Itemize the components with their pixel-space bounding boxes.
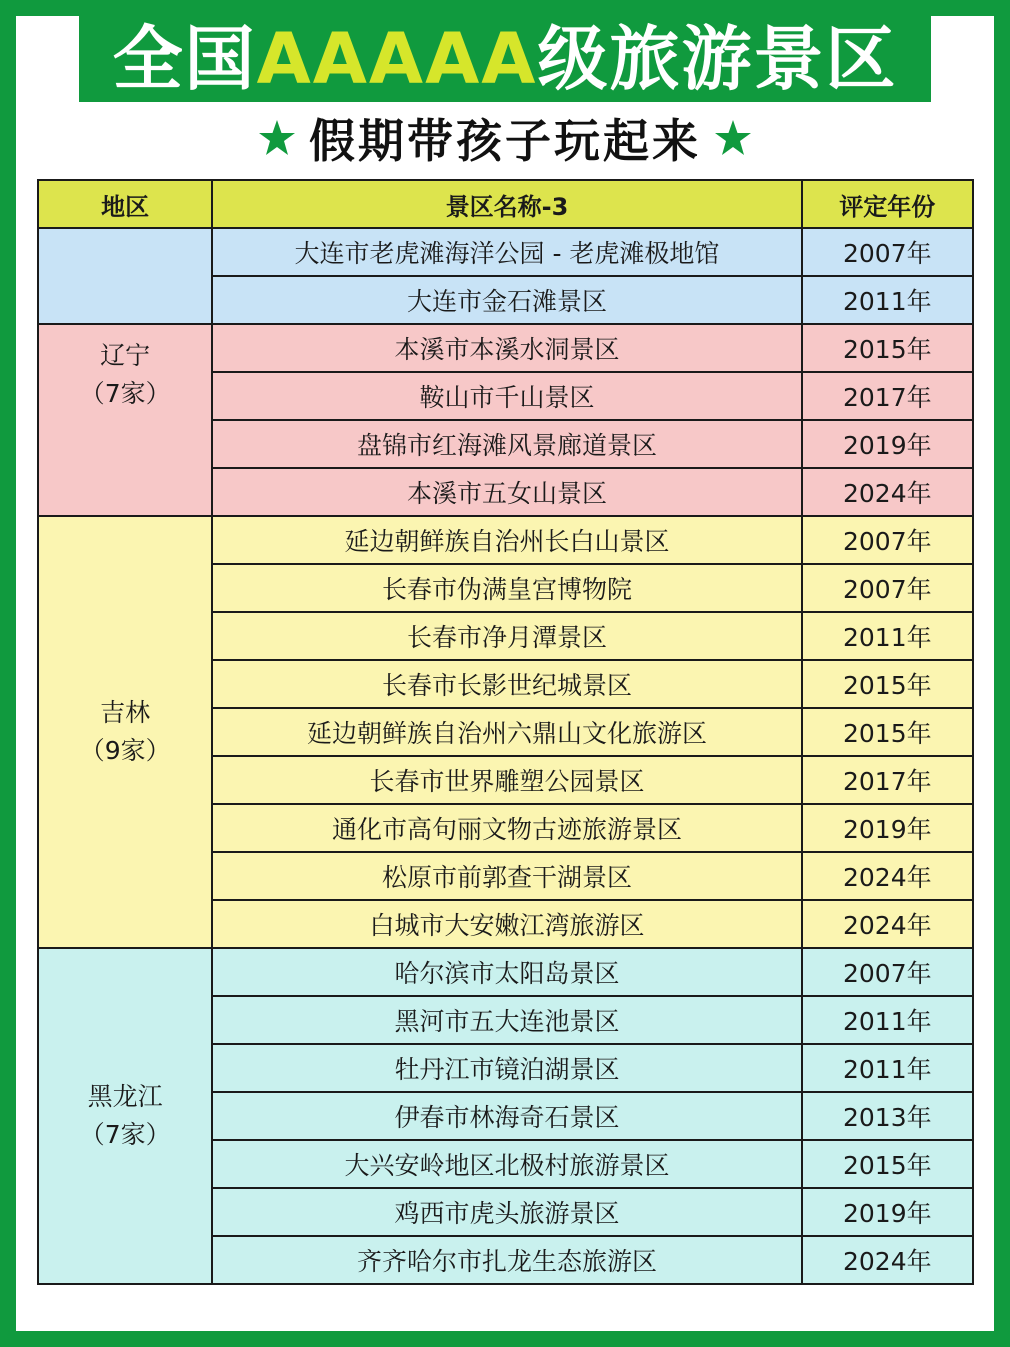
- column-header-year: 评定年份: [802, 180, 973, 228]
- title-highlight: AAAAA: [256, 18, 538, 100]
- scenic-name: 大连市金石滩景区: [212, 276, 801, 324]
- scenic-name: 本溪市本溪水洞景区: [212, 324, 801, 372]
- region-name: 黑龙江: [87, 1082, 163, 1111]
- scenic-name: 延边朝鲜族自治州长白山景区: [212, 516, 801, 564]
- region-count: （7家）: [79, 1120, 171, 1149]
- rating-year: 2011年: [802, 612, 973, 660]
- star-icon: [713, 118, 753, 158]
- scenic-name: 松原市前郭查干湖景区: [212, 852, 801, 900]
- table-row: [38, 324, 973, 372]
- rating-year: 2019年: [802, 420, 973, 468]
- scenic-name: 大兴安岭地区北极村旅游景区: [212, 1140, 801, 1188]
- region-cell-jilin: [38, 516, 212, 948]
- rating-year: 2007年: [802, 516, 973, 564]
- rating-year: 2015年: [802, 660, 973, 708]
- rating-year: 2024年: [802, 900, 973, 948]
- rating-year: 2011年: [802, 276, 973, 324]
- scenic-name: 长春市净月潭景区: [212, 612, 801, 660]
- rating-year: 2007年: [802, 948, 973, 996]
- page-title: [112, 18, 898, 100]
- scenic-name: 大连市老虎滩海洋公园 - 老虎滩极地馆: [212, 228, 801, 276]
- region-count: （7家）: [79, 379, 171, 408]
- region-count: （9家）: [79, 736, 171, 765]
- rating-year: 2017年: [802, 372, 973, 420]
- table-row: [38, 516, 973, 564]
- column-header-region: 地区: [38, 180, 212, 228]
- region-cell-liaoning-top: [38, 228, 212, 324]
- scenic-name: 盘锦市红海滩风景廊道景区: [212, 420, 801, 468]
- column-header-name: 景区名称-3: [212, 180, 801, 228]
- rating-year: 2015年: [802, 1140, 973, 1188]
- scenic-name: 鸡西市虎头旅游景区: [212, 1188, 801, 1236]
- scenic-name: 长春市长影世纪城景区: [212, 660, 801, 708]
- rating-year: 2019年: [802, 804, 973, 852]
- scenic-area-table: [37, 179, 974, 1285]
- subtitle-row: [16, 108, 994, 168]
- rating-year: 2019年: [802, 1188, 973, 1236]
- rating-year: 2015年: [802, 708, 973, 756]
- title-prefix: 全国: [112, 18, 257, 100]
- region-cell-liaoning: [38, 324, 212, 516]
- scenic-name: 长春市伪满皇宫博物院: [212, 564, 801, 612]
- scenic-name: 长春市世界雕塑公园景区: [212, 756, 801, 804]
- table-row: [38, 228, 973, 276]
- scenic-name: 本溪市五女山景区: [212, 468, 801, 516]
- rating-year: 2024年: [802, 468, 973, 516]
- scenic-name: 牡丹江市镜泊湖景区: [212, 1044, 801, 1092]
- title-suffix: 级旅游景区: [537, 18, 898, 100]
- table-header-row: [38, 180, 973, 228]
- region-cell-heilongjiang: [38, 948, 212, 1284]
- scenic-name: 白城市大安嫩江湾旅游区: [212, 900, 801, 948]
- rating-year: 2015年: [802, 324, 973, 372]
- scenic-name: 延边朝鲜族自治州六鼎山文化旅游区: [212, 708, 801, 756]
- region-name: 辽宁: [100, 341, 151, 370]
- rating-year: 2007年: [802, 564, 973, 612]
- subtitle: 假期带孩子玩起来: [309, 114, 701, 168]
- poster: [16, 16, 994, 1331]
- table-row: [38, 948, 973, 996]
- scenic-name: 齐齐哈尔市扎龙生态旅游区: [212, 1236, 801, 1284]
- rating-year: 2024年: [802, 852, 973, 900]
- rating-year: 2011年: [802, 996, 973, 1044]
- region-name: 吉林: [100, 698, 151, 727]
- scenic-name: 伊春市林海奇石景区: [212, 1092, 801, 1140]
- rating-year: 2007年: [802, 228, 973, 276]
- scenic-name: 鞍山市千山景区: [212, 372, 801, 420]
- rating-year: 2013年: [802, 1092, 973, 1140]
- rating-year: 2024年: [802, 1236, 973, 1284]
- rating-year: 2017年: [802, 756, 973, 804]
- scenic-name: 哈尔滨市太阳岛景区: [212, 948, 801, 996]
- star-icon: [257, 118, 297, 158]
- rating-year: 2011年: [802, 1044, 973, 1092]
- scenic-name: 黑河市五大连池景区: [212, 996, 801, 1044]
- scenic-name: 通化市高句丽文物古迹旅游景区: [212, 804, 801, 852]
- title-banner: [79, 16, 931, 102]
